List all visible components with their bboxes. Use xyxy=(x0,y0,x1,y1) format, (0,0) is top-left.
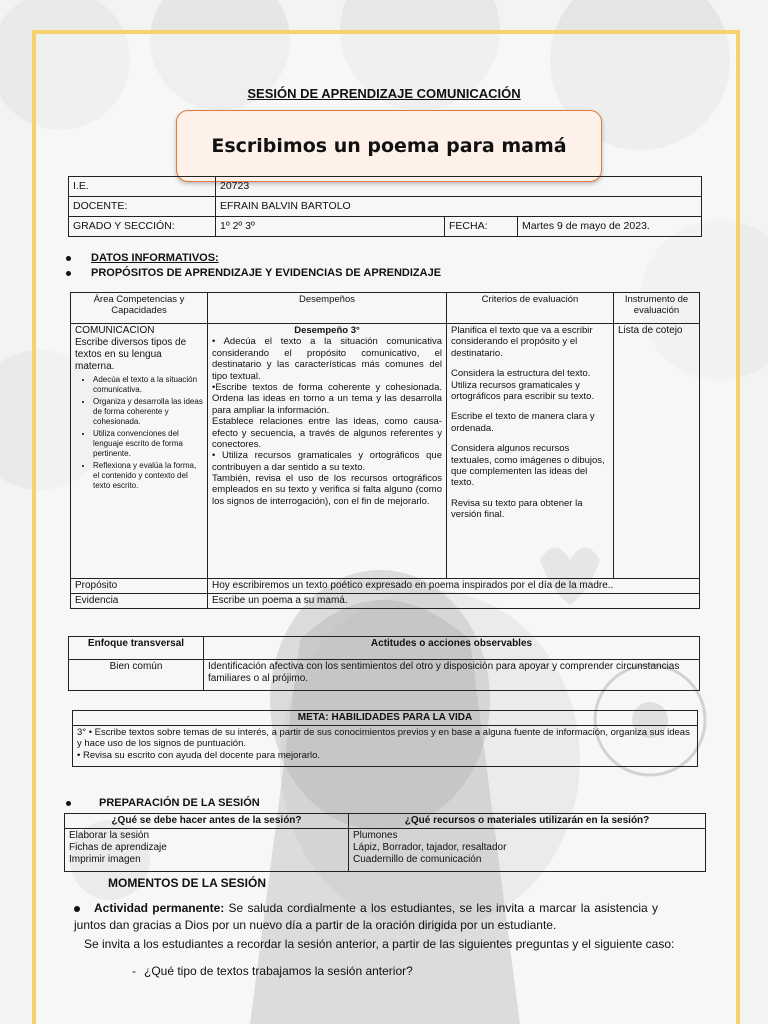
evidencia-label: Evidencia xyxy=(71,594,208,609)
list-item: Cuadernillo de comunicación xyxy=(353,854,482,865)
header-area: Área Competencias y Capacidades xyxy=(71,293,208,324)
instrumento-cell: Lista de cotejo xyxy=(614,324,700,579)
datos-label: DATOS INFORMATIVOS: xyxy=(91,252,219,264)
list-item: Elaborar la sesión xyxy=(69,830,150,841)
desempeno-cell xyxy=(208,324,447,579)
header-desempenos: Desempeños xyxy=(208,293,447,324)
list-item: • Reflexiona y evalúa la forma, el contenido y contexto del texto escrito. xyxy=(93,461,203,491)
preparacion-title: PREPARACIÓN DE LA SESIÓN xyxy=(99,797,260,809)
desempeno-p4: • Utiliza recursos gramaticales y ortográficos que contribuyen a dar sentido a su texto. xyxy=(212,450,442,473)
table-row xyxy=(65,829,706,872)
area-title: COMUNICACION xyxy=(75,325,155,336)
table-row xyxy=(71,579,700,594)
docente-value: EFRAIN BALVIN BARTOLO xyxy=(216,197,702,217)
bullet-dot xyxy=(66,256,71,261)
header-criterios: Criterios de evaluación xyxy=(447,293,614,324)
table-row xyxy=(71,594,700,609)
desempeno-p3: Establece relaciones entre las ideas, como causa-efecto y secuencia, a través de algunos referentes y conectores. xyxy=(212,416,442,450)
session-title: SESIÓN DE APRENDIZAJE COMUNICACIÓN xyxy=(247,86,521,101)
meta-line-1: 3° • Escribe textos sobre temas de su interés, a partir de sus conocimientos previos y en base a alguna fuente de información, organiza sus ideas y hace uso de los signos de puntuación. xyxy=(77,727,690,750)
ie-value: 20723 xyxy=(216,177,702,197)
col2-header: ¿Qué recursos o materiales utilizarán en la sesión? xyxy=(349,814,706,829)
bullet-datos xyxy=(66,252,219,264)
table-row xyxy=(73,726,698,767)
propositos-label: PROPÓSITOS DE APRENDIZAJE Y EVIDENCIAS DE APRENDIZAJE xyxy=(91,267,442,279)
table-row xyxy=(69,660,700,691)
fecha-label: FECHA: xyxy=(445,217,518,237)
preparacion-table xyxy=(64,813,706,872)
table-row xyxy=(69,217,702,237)
docente-label: DOCENTE: xyxy=(69,197,216,217)
competencias-table xyxy=(70,292,700,609)
enfoque-value: Bien común xyxy=(69,660,204,691)
criterio-4: Considera algunos recursos textuales, como imágenes o dibujos, que complementen las ideas del texto. xyxy=(451,443,605,489)
momentos-title: MOMENTOS DE LA SESIÓN xyxy=(108,876,267,890)
desempeno-p2: •Escribe textos de forma coherente y cohesionada. Ordena las ideas en torno a un tema y las desarrolla para ampliar la información. xyxy=(212,381,442,416)
table-row xyxy=(69,177,702,197)
bullet-preparacion xyxy=(66,797,260,809)
invita-text: Se invita a los estudiantes a recordar la sesión anterior, a partir de las siguientes preguntas y el siguiente caso: xyxy=(84,937,675,951)
info-table xyxy=(68,176,702,237)
actitudes-value: Identificación afectiva con los sentimientos del otro y disposición para apoyar y comprender circunstancias familiares o al prójimo. xyxy=(204,660,700,691)
desempeno-title: Desempeño 3° xyxy=(294,325,360,336)
list-item: • Organiza y desarrolla las ideas de forma coherente y cohesionada. xyxy=(93,397,203,427)
list-item: Imprimir imagen xyxy=(69,854,141,865)
col2-items xyxy=(349,829,706,872)
bullet-dot xyxy=(66,271,71,276)
pregunta-text: ¿Qué tipo de textos trabajamos la sesión anterior? xyxy=(144,964,413,978)
meta-line-2: • Revisa su escrito con ayuda del docente para mejorarlo. xyxy=(77,749,321,761)
col1-items xyxy=(65,829,349,872)
lesson-title: Escribimos un poema para mamá xyxy=(211,135,567,157)
criterio-5: Revisa su texto para obtener la versión final. xyxy=(451,497,583,521)
bullet-dot xyxy=(66,801,71,806)
actividad-label: Actividad permanente: xyxy=(94,901,225,915)
meta-table xyxy=(72,710,698,767)
desempeno-p5: También, revisa el uso de los recursos ortográficos empleados en su texto y verifica si falta alguno (como los signos de interrogación), con el fin de mejorarlo. xyxy=(212,473,442,507)
table-header-row xyxy=(65,814,706,829)
enfoque-table xyxy=(68,636,700,691)
header-instrumento: Instrumento de evaluación xyxy=(614,293,700,324)
actividad-permanente xyxy=(74,900,658,934)
fecha-value: Martes 9 de mayo de 2023. xyxy=(518,217,702,237)
bullet-dot xyxy=(74,906,80,912)
grado-value: 1º 2º 3º xyxy=(216,217,445,237)
meta-content xyxy=(73,726,698,767)
table-header-row xyxy=(73,711,698,726)
actividad-text: Se saluda cordialmente a los estudiantes, se les invita a marcar la asistencia y juntos dan gracias a Dios por un nuevo día a partir de la oración dirigida por un estudiante. xyxy=(74,901,658,932)
list-item: Lápiz, Borrador, tajador, resaltador xyxy=(353,842,507,853)
dash-bullet: - xyxy=(132,964,136,978)
area-desc: Escribe diversos tipos de textos en su lengua materna. xyxy=(75,337,187,372)
list-item: Plumones xyxy=(353,830,398,841)
evidencia-value: Escribe un poema a su mamá. xyxy=(208,594,700,609)
table-header-row xyxy=(69,637,700,660)
list-item: • Utiliza convenciones del lenguaje escrito de forma pertinente. xyxy=(93,429,203,459)
grado-label: GRADO Y SECCIÓN: xyxy=(69,217,216,237)
ie-label: I.E. xyxy=(69,177,216,197)
actitudes-header: Actitudes o acciones observables xyxy=(204,637,700,660)
meta-title: META: HABILIDADES PARA LA VIDA xyxy=(73,711,698,726)
proposito-value: Hoy escribiremos un texto poético expresado en poema inspirados por el día de la madre.. xyxy=(208,579,700,594)
criterio-3: Escribe el texto de manera clara y ordenada. xyxy=(451,411,595,434)
list-item: Fichas de aprendizaje xyxy=(69,842,167,853)
capacidades-list xyxy=(75,375,203,491)
list-item: • Adecúa el texto a la situación comunicativa. xyxy=(93,375,203,395)
table-header-row xyxy=(71,293,700,324)
table-row xyxy=(71,324,700,579)
desempeno-p1: • Adecúa el texto a la situación comunicativa considerando el propósito comunicativo, el destinatario y las características más comunes del tipo textual. xyxy=(212,336,442,382)
criterio-2: Considera la estructura del texto. Utiliza recursos gramaticales y ortográficos para escribir su texto. xyxy=(451,368,595,402)
lesson-title-box xyxy=(176,110,602,182)
bullet-propositos xyxy=(66,267,441,279)
col1-header: ¿Qué se debe hacer antes de la sesión? xyxy=(65,814,349,829)
criterio-1: Planifica el texto que va a escribir considerando el propósito y el destinatario. xyxy=(451,325,593,359)
criterios-cell xyxy=(447,324,614,579)
enfoque-header: Enfoque transversal xyxy=(69,637,204,660)
proposito-label: Propósito xyxy=(71,579,208,594)
area-cell xyxy=(71,324,208,579)
pregunta-item xyxy=(132,964,413,978)
table-row xyxy=(69,197,702,217)
